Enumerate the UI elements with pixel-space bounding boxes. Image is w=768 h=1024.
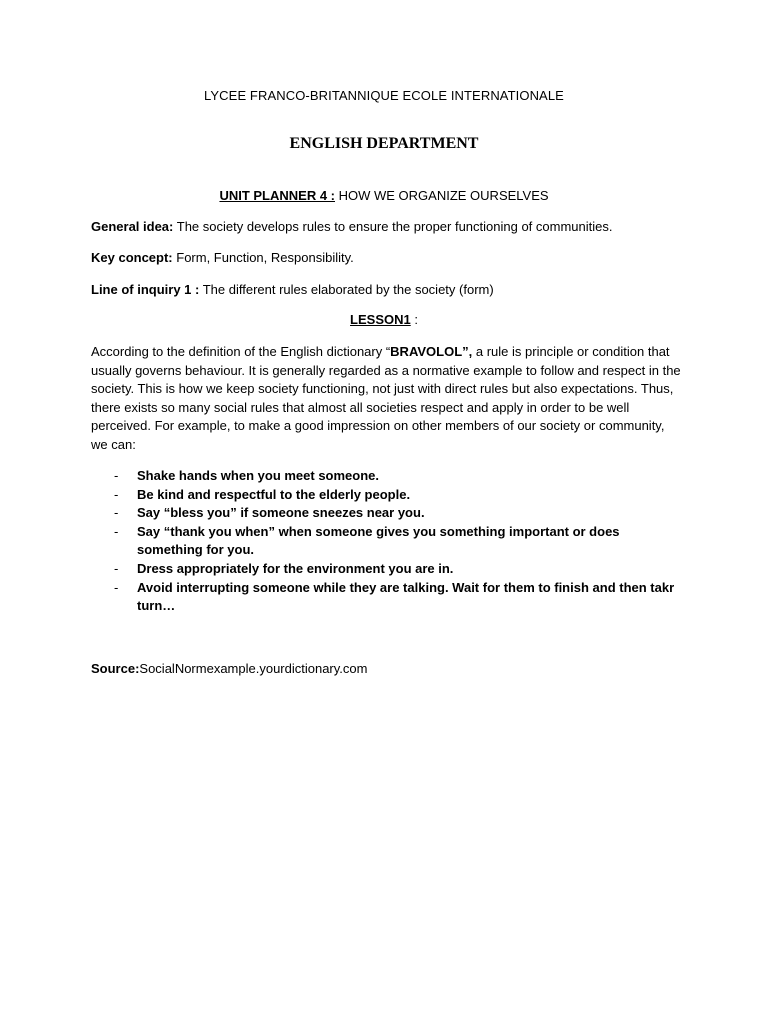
key-concept-line [91, 250, 691, 265]
unit-planner-title: HOW WE ORGANIZE OURSELVES [335, 188, 549, 203]
list-item [91, 467, 681, 486]
list-item-text: Say “bless you” if someone sneezes near you. [137, 505, 425, 521]
dash-bullet-icon: - [114, 579, 119, 595]
list-item [91, 560, 681, 579]
list-item-text: Be kind and respectful to the elderly people. [137, 486, 411, 502]
dash-bullet-icon: - [114, 505, 119, 521]
general-idea-text: The society develops rules to ensure the proper functioning of communities. [173, 219, 613, 234]
dash-bullet-icon: - [114, 486, 119, 502]
dictionary-name: BRAVOLOL”, [390, 344, 473, 359]
line-of-inquiry-text: The different rules elaborated by the society (form) [199, 282, 494, 297]
paragraph-body: a rule is principle or condition that usually governs behaviour. It is generally regarded as a normative example to follow and respect in the society. This is how we keep society functioning, not just with direct rules but also expectations. Thus, there exists so many social rules that almost all societies respect and apply in order to be well perceived. For example, to make a good impression on other members of our society or community, we can: [91, 344, 681, 452]
lesson-heading [0, 312, 768, 327]
dash-bullet-icon: - [114, 523, 119, 539]
unit-planner-label: UNIT PLANNER 4 : [219, 188, 335, 203]
social-rules-list [91, 467, 681, 616]
list-item-text: Say “thank you when” when someone gives you something important or does something for you. [137, 523, 620, 558]
source-label: Source: [91, 661, 140, 676]
department-title: ENGLISH DEPARTMENT [289, 135, 479, 152]
definition-paragraph [91, 343, 681, 455]
list-item-text: Dress appropriately for the environment you are in. [137, 560, 454, 576]
dash-bullet-icon: - [114, 560, 119, 576]
source-line [91, 661, 691, 676]
list-item [91, 579, 681, 616]
paragraph-intro: According to the definition of the English dictionary “ [91, 344, 391, 359]
source-text: SocialNormexample.yourdictionary.com [139, 661, 368, 676]
dash-bullet-icon: - [114, 468, 119, 483]
school-name: LYCEE FRANCO-BRITANNIQUE ECOLE INTERNATIONALE [204, 88, 564, 103]
list-item [91, 486, 681, 505]
lesson-label: LESSON1 [350, 312, 411, 327]
list-item-text: Avoid interrupting someone while they are talking. Wait for them to finish and then takr turn… [137, 579, 675, 614]
line-of-inquiry-label: Line of inquiry 1 : [91, 282, 200, 297]
key-concept-label: Key concept: [91, 250, 173, 265]
general-idea-line [91, 219, 691, 234]
general-idea-label: General idea: [91, 219, 174, 234]
unit-planner-heading [0, 188, 768, 203]
key-concept-text: Form, Function, Responsibility. [172, 250, 354, 265]
line-of-inquiry-line [91, 282, 691, 297]
list-item-text: Shake hands when you meet someone. [137, 468, 380, 483]
lesson-suffix: : [410, 312, 418, 327]
list-item [91, 504, 681, 523]
list-item [91, 523, 681, 560]
